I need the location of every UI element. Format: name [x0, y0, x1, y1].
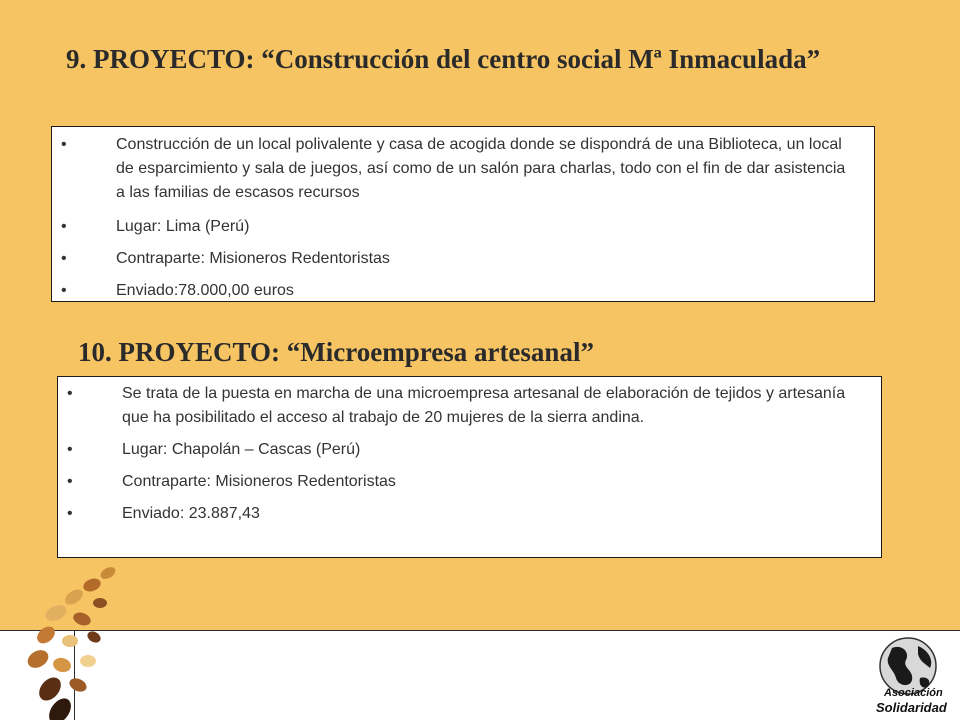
- project-9-list: [58, 133, 848, 311]
- bullet: •: [61, 136, 67, 153]
- list-item-text: Contraparte: Misioneros Redentoristas: [122, 473, 396, 490]
- list-item-text: Contraparte: Misioneros Redentoristas: [116, 250, 390, 267]
- bullet: •: [61, 218, 67, 235]
- list-item: [58, 215, 848, 239]
- list-item: [58, 279, 848, 303]
- list-item-text: Enviado: 23.887,43: [122, 505, 260, 522]
- list-item: [64, 470, 864, 494]
- project-10-title: 10. PROYECTO: “Microempresa artesanal”: [78, 337, 594, 367]
- bullet: •: [61, 250, 67, 267]
- bullet: •: [67, 385, 73, 402]
- bullet: •: [67, 441, 73, 458]
- globe-icon: [862, 634, 952, 718]
- list-item: [58, 247, 848, 271]
- list-item-text: Construcción de un local polivalente y casa de acogida donde se dispondrá de una Biblioteca, un local de esparcimiento y sala de juegos, así como de un salón para charlas, todo con el fin de dar asistencia a las familias de escasos recursos: [116, 136, 846, 201]
- list-item-text: Se trata de la puesta en marcha de una microempresa artesanal de elaboración de tejidos y artesanía que ha posibilitado el acceso al trabajo de 20 mujeres de la sierra andina.: [122, 385, 846, 426]
- logo-line1: Asociación: [884, 687, 943, 699]
- list-item: [64, 382, 864, 430]
- list-item: [58, 133, 848, 205]
- list-item-text: Lugar: Chapolán – Cascas (Perú): [122, 441, 361, 458]
- list-item-text: Enviado:78.000,00 euros: [116, 282, 294, 299]
- list-item-text: Lugar: Lima (Perú): [116, 218, 250, 235]
- seeds-decoration-icon: [10, 555, 130, 720]
- project-10-list: [64, 382, 864, 534]
- project-9-title: 9. PROYECTO: “Construcción del centro social Mª Inmaculada”: [66, 44, 821, 74]
- bullet: •: [67, 473, 73, 490]
- bullet: •: [67, 505, 73, 522]
- footer-divider: [0, 630, 960, 631]
- asociacion-solidaridad-logo: [862, 634, 952, 718]
- list-item: [64, 502, 864, 526]
- list-item: [64, 438, 864, 462]
- bullet: •: [61, 282, 67, 299]
- logo-line2: Solidaridad: [876, 700, 947, 715]
